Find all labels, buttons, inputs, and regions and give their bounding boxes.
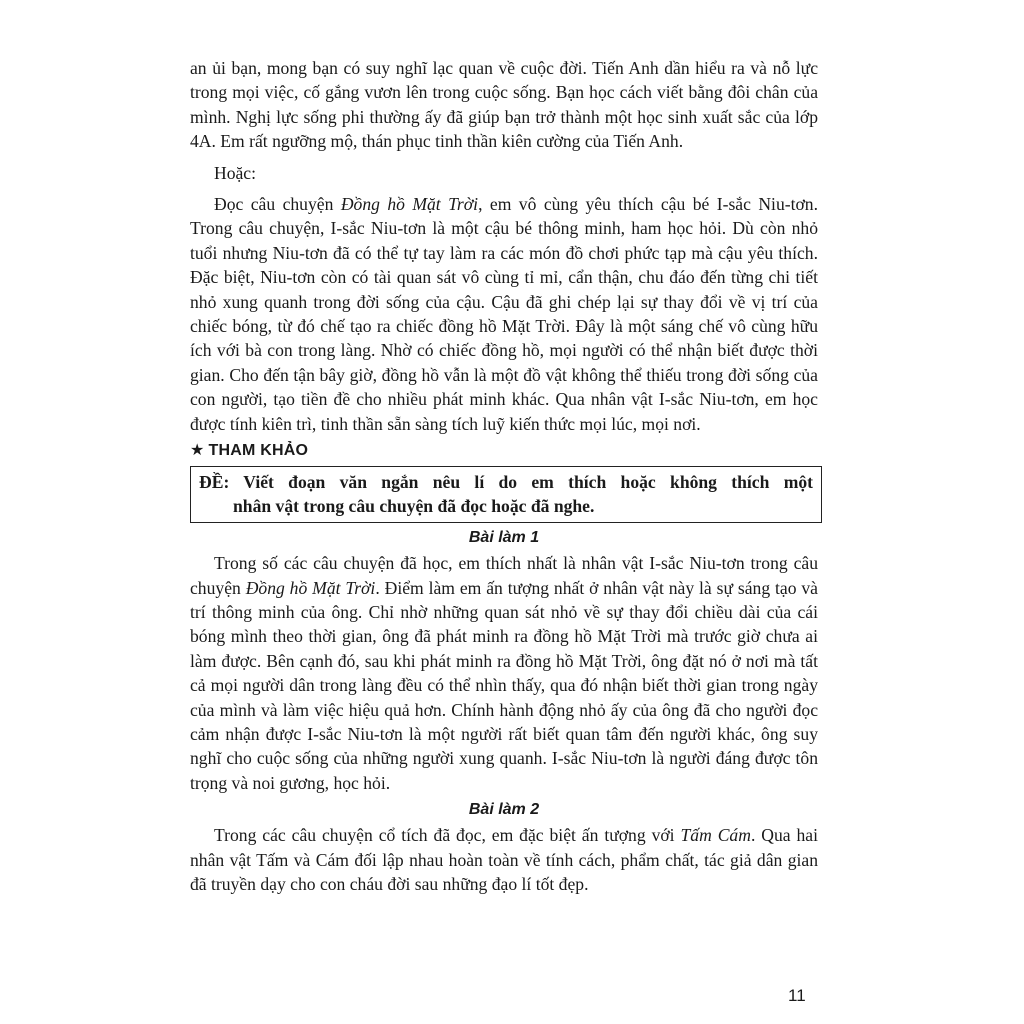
essay-2-story-title: Tấm Cám [680,825,751,846]
paragraph-alternative [190,192,818,436]
paragraph-alternative-rest: , em vô cùng yêu thích cậu bé I-sắc Niu-tơn. Trong câu chuyện, I-sắc Niu-tơn là một cậu bé thông minh, ham học hỏi. Dù còn nhỏ tuổi nhưng Niu-tơn đã có thể tự tay làm ra các món đồ chơi phức tạp mà cậu yêu thích. Đặc biệt, Niu-tơn còn có tài quan sát vô cùng tỉ mỉ, cẩn thận, chu đáo đến từng chi tiết nhỏ xung quanh trong đời sống của cậu. Cậu đã ghi chép lại sự thay đổi về vị trí của chiếc bóng, từ đó chế tạo ra chiếc đồng hồ Mặt Trời. Đây là một sáng chế vô cùng hữu ích với bà con trong làng. Nhờ có chiếc đồng hồ, mọi người có thể nhận biết được thời gian. Cho đến tận bây giờ, đồng hồ vẫn là một đồ vật không thể thiếu trong đời sống của con người, tạo tiền đề cho nhiều phát minh khác. Qua nhân vật I-sắc Niu-tơn, em học được tính kiên trì, tinh thần sẵn sàng tích luỹ kiến thức mọi lúc, mọi nơi. [190,194,818,434]
essay-1-title: Bài làm 1 [468,529,540,547]
essay-1-rest: . Điểm làm em ấn tượng nhất ở nhân vật này là sự sáng tạo và trí thông minh của ông. Chỉ nhờ những quan sát nhỏ về sự thay đổi chiều dài của cái bóng mình theo thời gian, ông đã phát minh ra đồng hồ Mặt Trời mà trước giờ chưa ai làm được. Bên cạnh đó, sau khi phát minh ra đồng hồ Mặt Trời, ông đặt nó ở nơi mà tất cả mọi người dân trong làng đều có thể nhìn thấy, qua đó nhận biết thời gian trong ngày của mình và làm việc hiệu quả hơn. Chính hành động nhỏ ấy của ông đã cho người đọc cảm nhận được I-sắc Niu-tơn là một người rất biết quan tâm đến người khác, ông suy nghĩ cho cuộc sống của những người xung quanh. I-sắc Niu-tơn là người đáng được tôn trọng và noi gương, học hỏi. [190,577,818,793]
reference-heading [190,440,818,462]
essay-1-paragraph [190,551,818,795]
essay-2-rest: . Qua hai nhân vật Tấm và Cám đối lập nhau hoàn toàn về tính cách, phẩm chất, tác giả dân gian đã truyền dạy cho con cháu đời sau những đạo lí tốt đẹp. [190,825,818,894]
assignment-line-2: nhân vật trong câu chuyện đã đọc hoặc đã nghe. [233,496,595,517]
essay-1-start: Trong số các câu chuyện đã học, em thích nhất là nhân vật I-sắc Niu-tơn trong câu chuyện [190,553,818,598]
reference-label: THAM KHẢO [208,442,309,460]
paragraph-intro-continuation: an ủi bạn, mong bạn có suy nghĩ lạc quan về cuộc đời. Tiến Anh dần hiểu ra và nỗ lực trong mọi việc, cố gắng vươn lên trong cuộc sống. Bạn học cách viết bằng đôi chân của mình. Nghị lực sống phi thường ấy đã giúp bạn trở thành một học sinh xuất sắc của lớp 4A. Em rất ngưỡng mộ, thán phục tinh thần kiên cường của Tiến Anh. [190,58,818,152]
paragraph-alternative-start: Đọc câu chuyện [214,194,341,215]
story-title-italic: Đồng hồ Mặt Trời [340,194,479,215]
essay-2-paragraph [190,823,818,896]
assignment-box [190,466,822,523]
alternative-label: Hoặc: [214,162,257,183]
essay-2-title: Bài làm 2 [468,801,540,819]
assignment-line-1: ĐỀ: Viết đoạn văn ngắn nêu lí do em thích hoặc không thích một [199,472,813,493]
essay-1-story-title: Đồng hồ Mặt Trời [245,577,376,598]
essay-2-start: Trong các câu chuyện cổ tích đã đọc, em đặc biệt ấn tượng với [214,825,681,846]
star-icon: ★ [190,442,205,460]
page-number: 11 [788,986,806,1005]
page-body [190,56,818,896]
